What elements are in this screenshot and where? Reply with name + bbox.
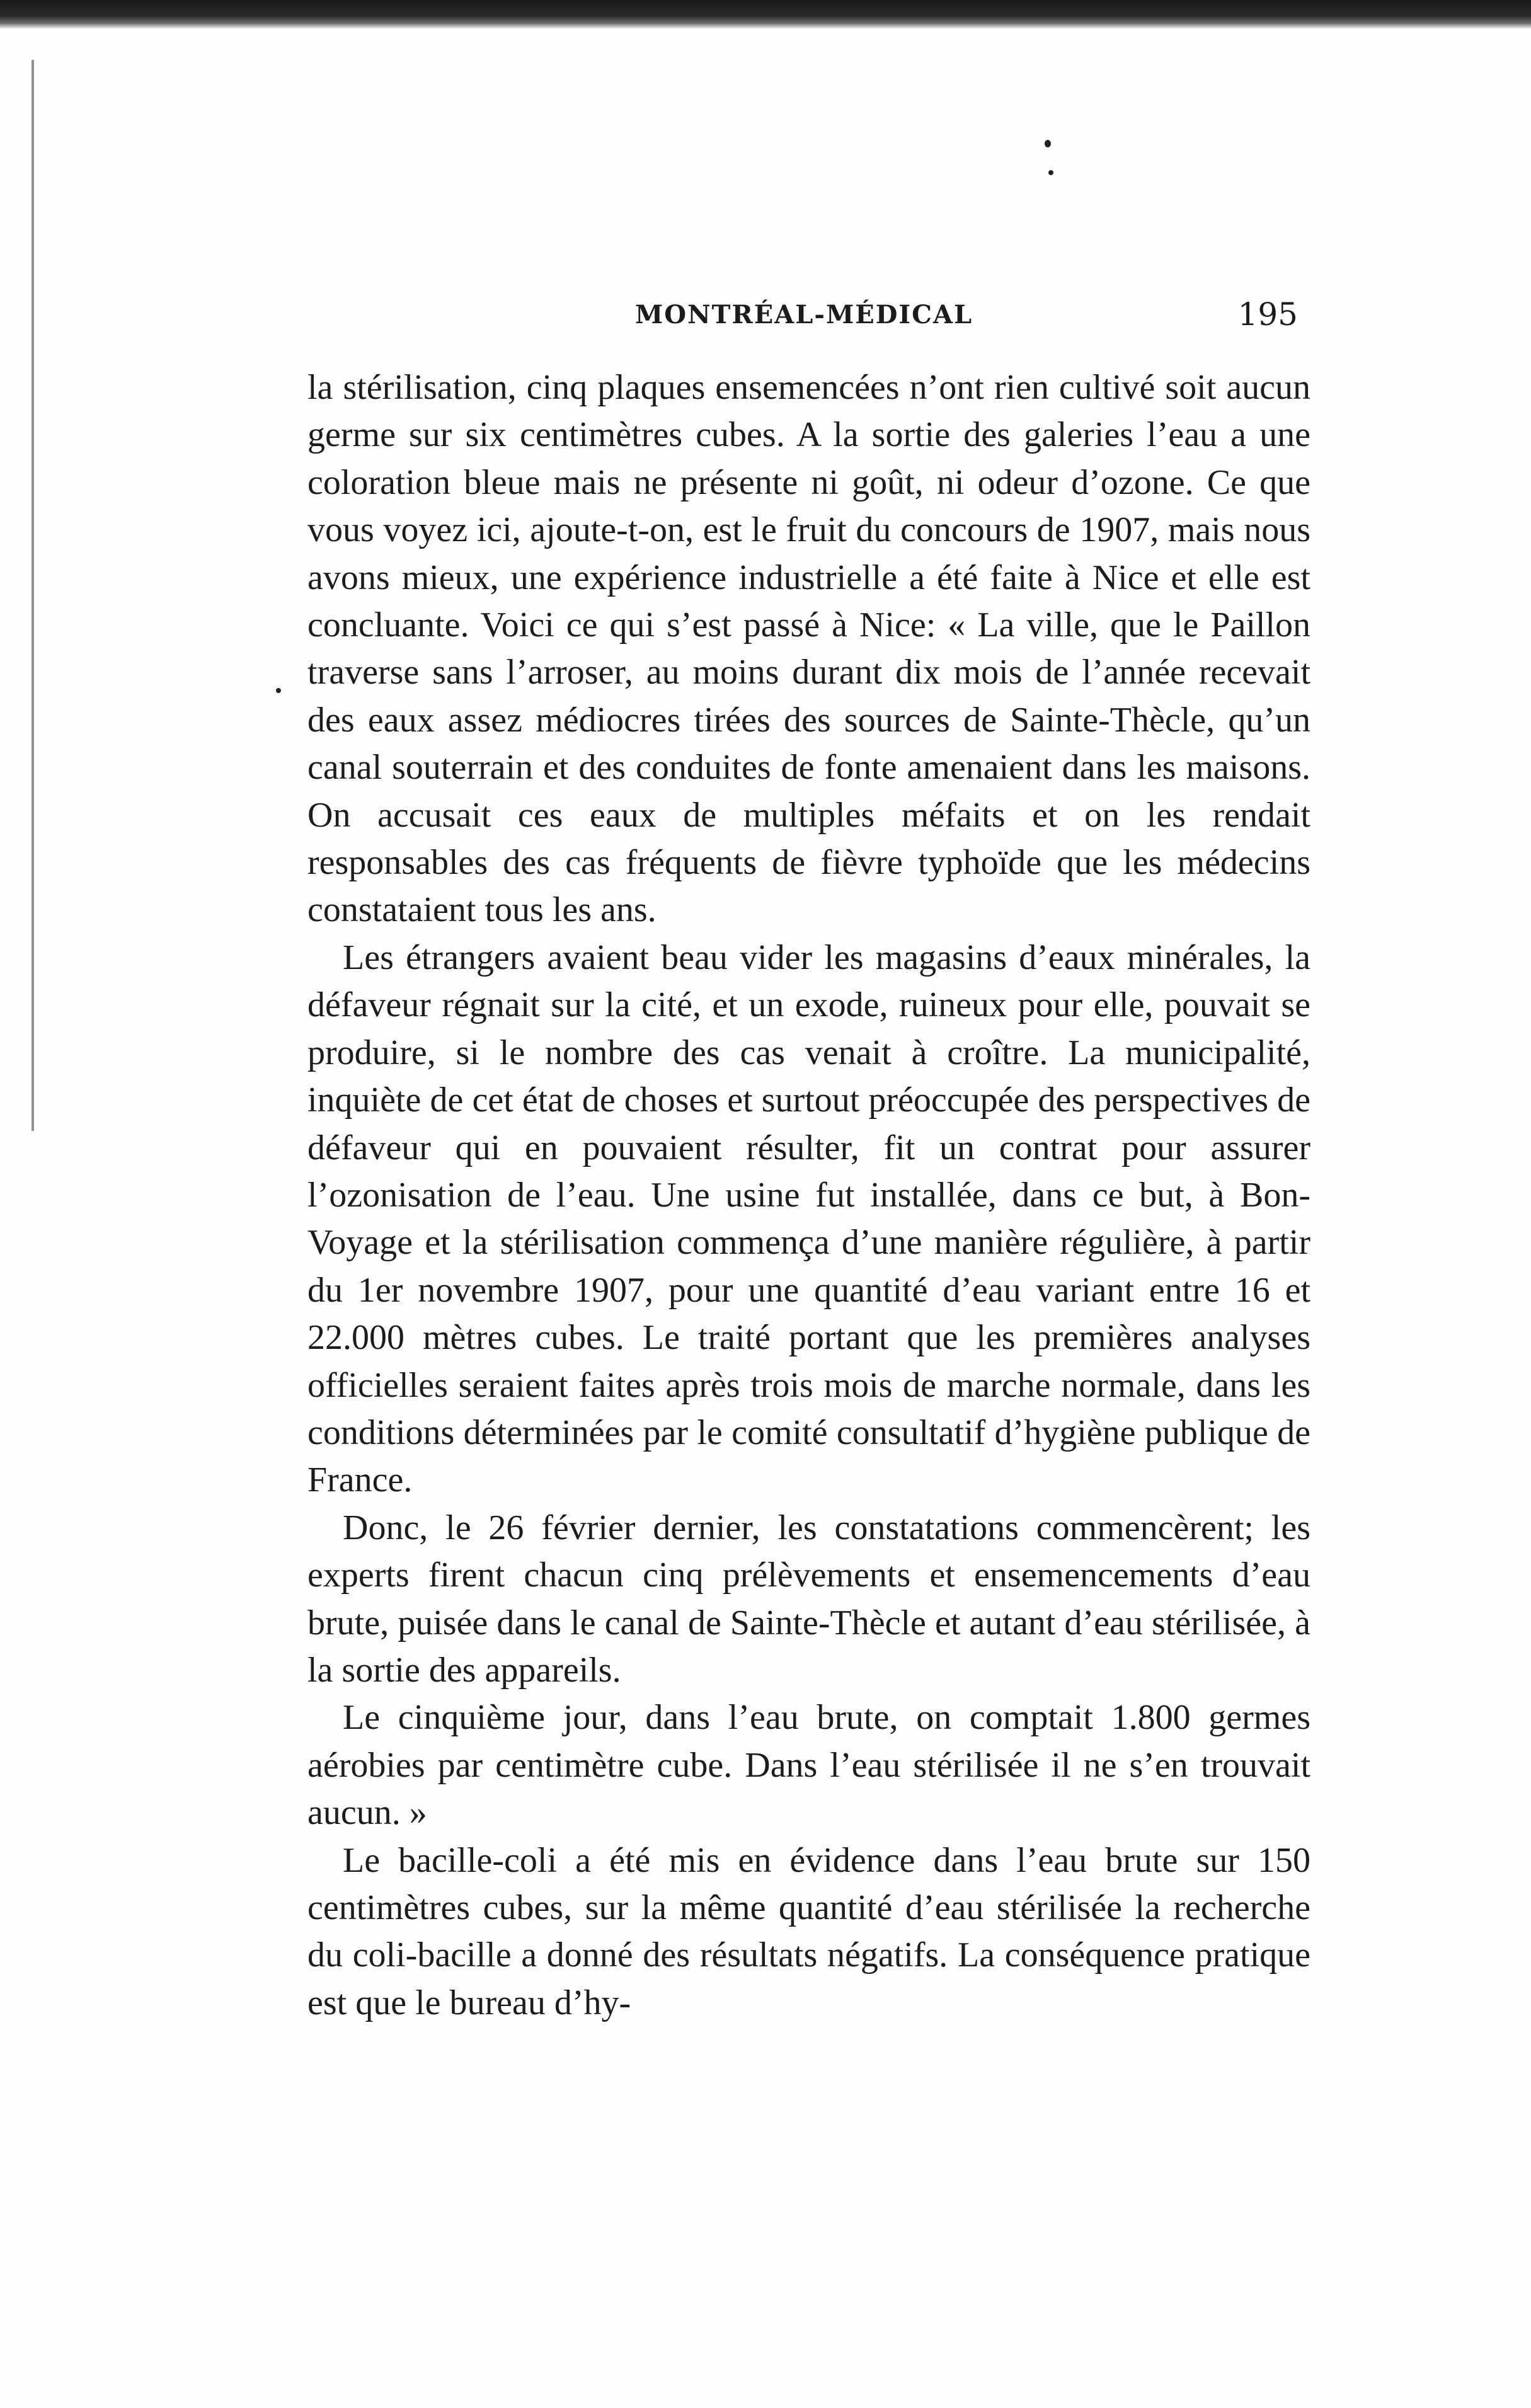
paragraph: Le cinquième jour, dans l’eau brute, on comptait 1.800 germes aérobies par centimètre cube. Dans l’eau stérilisée il ne s’en trouvait aucun. » <box>307 1698 1310 1833</box>
paragraph: Donc, le 26 février dernier, les constatations commencèrent; les experts firent chacun cinq prélèvements et ensemencements d’eau brute, puisée dans le canal de Sainte-Thècle et autant d’eau stérilisée, à la sortie des appareils. <box>307 1508 1310 1690</box>
page-number: 195 <box>1237 296 1298 333</box>
running-head <box>307 296 1310 340</box>
scan-left-margin-line <box>32 60 34 1131</box>
scan-speck <box>1048 170 1053 175</box>
scan-top-edge <box>0 0 1531 29</box>
paragraph: la stérilisation, cinq plaques ensemencées n’ont rien cultivé soit aucun germe sur six centimètres cubes. A la sortie des galeries l’eau a une coloration bleue mais ne présente ni goût, ni odeur d’ozone. Ce que vous voyez ici, ajoute-t-on, est le fruit du concours de 1907, mais nous avons mieux, une expérience industrielle a été faite à Nice et elle est concluante. Voici ce qui s’est passé à Nice: « La ville, que le Paillon traverse sans l’arroser, au moins durant dix mois de l’année recevait des eaux assez médiocres tirées des sources de Sainte-Thècle, qu’un canal souterrain et des conduites de fonte amenaient dans les maisons. On accusait ces eaux de multiples méfaits et on les rendait responsables des cas fréquents de fièvre typhoïde que les médecins constataient tous les ans. <box>307 368 1310 930</box>
body-text <box>307 364 1310 2027</box>
scan-speck <box>276 688 281 693</box>
paragraph: Le bacille-coli a été mis en évidence dans l’eau brute sur 150 centimètres cubes, sur la même quantité d’eau stérilisée la recherche du coli-bacille a donné des résultats négatifs. La conséquence pratique est que le bureau d’hy- <box>307 1840 1310 2022</box>
scan-speck <box>1045 140 1051 147</box>
running-title: MONTRÉAL-MÉDICAL <box>635 300 973 330</box>
book-page <box>307 296 1310 2027</box>
paragraph: Les étrangers avaient beau vider les magasins d’eaux minérales, la défaveur régnait sur la cité, et un exode, ruineux pour elle, pouvait se produire, si le nombre des cas venait à croître. La municipalité, inquiète de cet état de choses et surtout préoccupée des perspectives de défaveur qui en pouvaient résulter, fit un contrat pour assurer l’ozonisation de l’eau. Une usine fut installée, dans ce but, à Bon-Voyage et la stérilisation commença d’une manière régulière, à partir du 1er novembre 1907, pour une quantité d’eau variant entre 16 et 22.000 mètres cubes. Le traité portant que les premières analyses officielles seraient faites après trois mois de marche normale, dans les conditions déterminées par le comité consultatif d’hygiène publique de France. <box>307 937 1310 1500</box>
